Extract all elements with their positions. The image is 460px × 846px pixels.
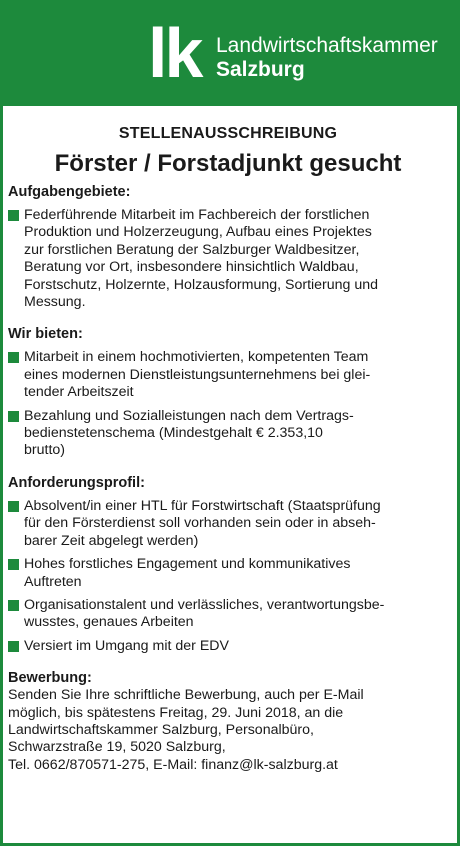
- item-line: Organisationstalent und verlässliches, verantwortungsbe-: [24, 596, 385, 613]
- section-heading-aufgaben: Aufgabengebiete:: [8, 184, 131, 200]
- list-item: [8, 498, 448, 550]
- item-line: Forstschutz, Holzernte, Holzausformung, Sortierung und: [24, 276, 379, 293]
- application-details: [8, 687, 448, 774]
- bullet-square-icon: [8, 559, 19, 570]
- header-banner: [0, 0, 460, 106]
- item-line: Federführende Mitarbeit im Fachbereich der forstlichen: [24, 207, 370, 223]
- item-line: Bezahlung und Sozialleistungen nach dem Vertrags-: [24, 407, 354, 424]
- page-title: Förster / Forstadjunkt gesucht: [54, 150, 402, 177]
- item-line: Produktion und Holzerzeugung, Aufbau eines Projektes: [24, 224, 372, 241]
- bullet-square-icon: [8, 501, 19, 512]
- item-line: tender Arbeitszeit: [24, 384, 134, 401]
- lk-logo: lk: [148, 14, 201, 92]
- organization-name: Landwirtschaftskammer: [216, 34, 438, 57]
- item-line: bedienstetenschema (Mindestgehalt € 2.353,10: [24, 425, 323, 442]
- bullet-square-icon: [8, 411, 19, 422]
- item-line: Auftreten: [24, 573, 82, 590]
- item-line: wusstes, genaues Arbeiten: [24, 614, 194, 631]
- paragraph-line: Landwirtschaftskammer Salzburg, Personalbüro,: [8, 721, 314, 738]
- contact-line[interactable]: Tel. 0662/870571-275, E-Mail: finanz@lk-salzburg.at: [8, 756, 338, 773]
- bullet-square-icon: [8, 641, 19, 652]
- section-heading-bieten: Wir bieten:: [8, 326, 83, 343]
- list-item: [8, 556, 448, 591]
- list-item: [8, 408, 448, 460]
- item-line: brutto): [24, 442, 66, 459]
- item-line: für den Försterdienst soll vorhanden sein oder in abseh-: [24, 515, 376, 532]
- item-line: Absolvent/in einer HTL für Forstwirtschaft (Staatsprüfung: [24, 497, 381, 514]
- paragraph-line: Senden Sie Ihre schriftliche Bewerbung, auch per E-Mail: [8, 687, 364, 704]
- list-item: [8, 597, 448, 632]
- section-heading-bewerbung: Bewerbung:: [8, 670, 92, 687]
- item-line: Versiert im Umgang mit der EDV: [24, 637, 229, 654]
- organization-region: Salzburg: [216, 58, 305, 81]
- bullet-square-icon: [8, 600, 19, 611]
- item-line: Hohes forstliches Engagement und kommunikatives: [24, 556, 351, 573]
- section-heading-profil: Anforderungsprofil:: [8, 474, 145, 491]
- list-item: [8, 638, 448, 655]
- item-line: Messung.: [24, 294, 86, 311]
- list-item: [8, 349, 448, 401]
- paragraph-line: möglich, bis spätestens Freitag, 29. Juni 2018, an die: [8, 704, 344, 721]
- list-item: [8, 207, 448, 311]
- bullet-square-icon: [8, 210, 19, 221]
- item-line: Mitarbeit in einem hochmotivierten, kompetenten Team: [24, 349, 369, 366]
- item-line: eines modernen Dienstleistungsunternehmens bei glei-: [24, 366, 371, 383]
- bullet-square-icon: [8, 352, 19, 363]
- document-kicker: STELLENAUSSCHREIBUNG: [118, 125, 338, 142]
- job-posting: [8, 124, 448, 774]
- item-line: zur forstlichen Beratung der Salzburger Waldbesitzer,: [24, 241, 360, 258]
- item-line: Beratung vor Ort, insbesondere hinsichtlich Waldbau,: [24, 259, 359, 276]
- item-line: barer Zeit abgelegt werden): [24, 532, 199, 549]
- paragraph-line: Schwarzstraße 19, 5020 Salzburg,: [8, 739, 226, 756]
